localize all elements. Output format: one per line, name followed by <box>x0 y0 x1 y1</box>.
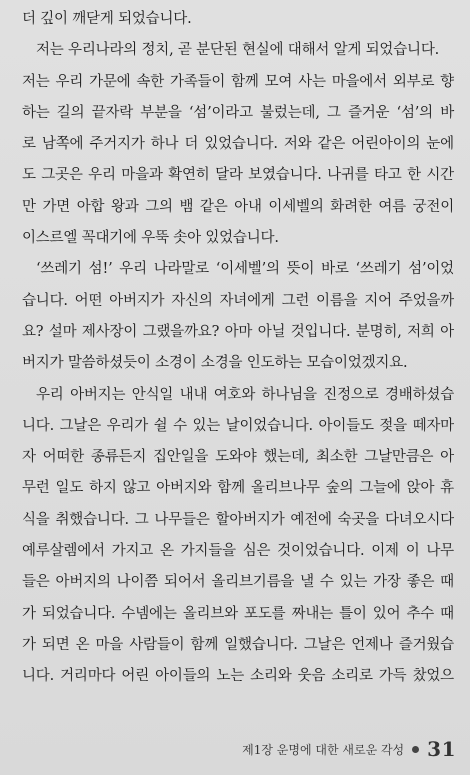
text-line: 예루살렘에서 가지고 온 가지들을 심은 것이었습니다. 이제 이 나무 <box>22 543 454 560</box>
text-line: 이스르엘 꼭대기에 우뚝 솟아 있었습니다. <box>22 230 279 247</box>
text-line: 더 깊이 깨닫게 되었습니다. <box>22 11 192 27</box>
text-line: 무런 일도 하지 않고 아버지와 함께 올리브나무 숲의 그늘에 앉아 휴 <box>22 480 454 497</box>
text-line: 만 가면 아합 왕과 그의 뱀 같은 아내 이세벨의 화려한 여름 궁전이 <box>22 198 454 215</box>
text-line: ‘쓰레기 섬!’ 우리 나라말로 ‘이세벨’의 뜻이 바로 ‘쓰레기 섬’이었 <box>36 261 454 278</box>
bullet-dot-icon <box>412 746 419 753</box>
text-line: 들은 아버지의 나이쯤 되어서 올리브기름을 낼 수 있는 가장 좋은 때 <box>22 574 454 591</box>
text-line: 도 그곳은 우리 마을과 확연히 달라 보였습니다. 나귀를 타고 한 시간 <box>22 167 454 184</box>
running-footer-title: 제1장 운명에 대한 새로운 각성 <box>242 742 405 757</box>
text-line: 습니다. 어떤 아버지가 자신의 자녀에게 그런 이름을 지어 주었을까 <box>22 292 454 309</box>
text-line: 우리 아버지는 안식일 내내 여호와 하나님을 진정으로 경배하셨습 <box>36 386 454 403</box>
text-line: 요? 설마 제사장이 그랬을까요? 아마 아닐 것입니다. 분명히, 저희 아 <box>22 323 454 340</box>
text-line: 가 되면 온 마을 사람들이 함께 일했습니다. 그날은 언제나 즐거웠습 <box>22 636 454 653</box>
text-line: 로 남쪽에 주거지가 하나 더 있었습니다. 저와 같은 어린아이의 눈에 <box>22 136 454 153</box>
body-text <box>22 4 454 693</box>
text-line: 하는 길의 끝자락 부분을 ‘섬’이라고 불렀는데, 그 즐거운 ‘섬’의 바 <box>22 104 454 121</box>
text-line: 버지가 말씀하셨듯이 소경이 소경을 인도하는 모습이었겠지요. <box>22 355 408 372</box>
text-line: 식을 취했습니다. 그 나무들은 할아버지가 예전에 숙곳을 다녀오시다 <box>22 511 454 528</box>
text-line: 니다. 거리마다 어린 아이들의 노는 소리와 웃음 소리로 가득 찼었으 <box>22 668 454 685</box>
text-line: 가 되었습니다. 수넴에는 올리브와 포도를 짜내는 틀이 있어 추수 때 <box>22 605 454 622</box>
text-line: 니다. 그날은 우리가 쉴 수 있는 날이었습니다. 아이들도 젖을 떼자마 <box>22 417 454 434</box>
text-line: 저는 우리 가문에 속한 가족들이 함께 모여 사는 마을에서 외부로 향 <box>22 73 454 90</box>
page-number: 31 <box>427 737 456 761</box>
text-line: 저는 우리나라의 정치, 곧 분단된 현실에 대해서 알게 되었습니다. <box>36 42 440 59</box>
text-line: 자 어떠한 종류든지 집안일을 도와야 했는데, 최소한 그날만큼은 아 <box>22 449 454 466</box>
page-footer <box>242 737 456 761</box>
